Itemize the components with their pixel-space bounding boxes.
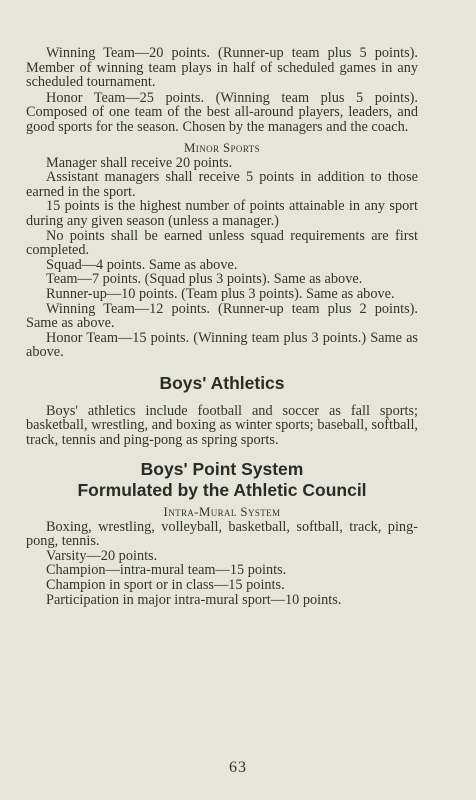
intramural-line: Champion—intra-mural team—15 points.	[46, 562, 287, 579]
minor-sports-line: Honor Team—15 points. (Winning team plus 3 points.) Same as above.	[26, 329, 418, 361]
intramural-line: Champion in sport or in class—15 points.	[46, 577, 285, 594]
boys-athletics-heading: Boys' Athletics	[159, 372, 285, 393]
intramural-line: Boxing, wrestling, volleyball, basketball, softball, track, ping-pong, tennis.	[26, 518, 418, 550]
intramural-line: Varsity—20 points.	[46, 547, 158, 564]
minor-sports-line: 15 points is the highest number of points attainable in any sport during any given season (unless a manager.)	[26, 198, 418, 229]
minor-sports-line: No points shall be earned unless squad requirements are first completed.	[26, 227, 418, 259]
minor-sports-line: Team—7 points. (Squad plus 3 points). Same as above.	[46, 271, 363, 288]
minor-sports-line: Assistant managers shall receive 5 points in addition to those earned in the sport.	[26, 169, 418, 200]
minor-sports-line: Winning Team—12 points. (Runner-up team plus 2 points). Same as above.	[26, 300, 418, 332]
minor-sports-line: Runner-up—10 points. (Team plus 3 points). Same as above.	[46, 285, 395, 302]
minor-sports-line: Manager shall receive 20 points.	[46, 154, 233, 171]
minor-sports-line: Squad—4 points. Same as above.	[46, 256, 238, 273]
point-system-heading-line-2: Formulated by the Athletic Council	[77, 479, 367, 500]
point-system-heading	[26, 459, 418, 501]
honor-team-paragraph: Honor Team—25 points. (Winning team plus 5 points). Composed of one team of the best all-around players, leaders, and good sports for the season. Chosen by the managers and the coach.	[26, 89, 418, 135]
intramural-line: Participation in major intra-mural sport—10 points.	[46, 591, 342, 608]
intramural-heading: Intra-Mural System	[163, 504, 281, 519]
page-number: 63	[229, 759, 247, 776]
point-system-heading-line-1: Boys' Point System	[140, 458, 304, 479]
winning-team-paragraph: Winning Team—20 points. (Runner-up team plus 5 points). Member of winning team plays in half of scheduled games in any scheduled tournament.	[26, 45, 418, 91]
minor-sports-heading: Minor Sports	[184, 140, 260, 155]
boys-athletics-paragraph: Boys' athletics include football and soccer as fall sports; basketball, wrestling, and boxing as winter sports; baseball, softball, track, tennis and ping-pong as spring sports.	[26, 402, 418, 449]
